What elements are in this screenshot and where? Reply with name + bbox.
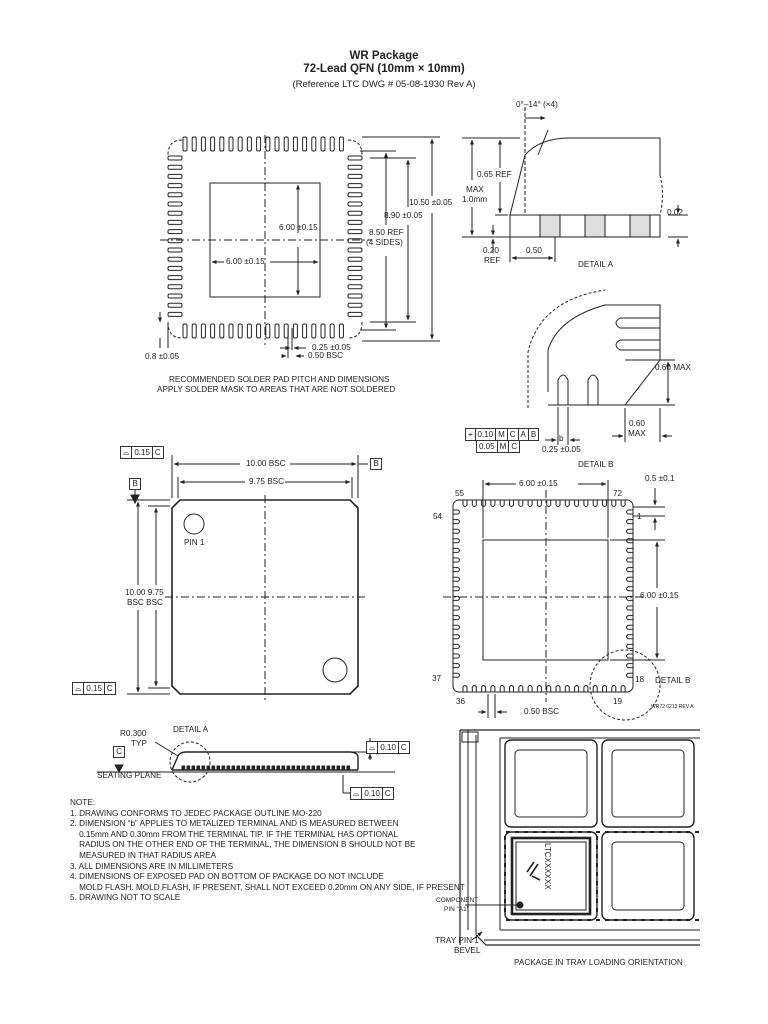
solder-pad [348,266,362,270]
fcf1-value: 0.10 [476,429,497,440]
terminal [627,635,634,639]
datum-a-box: B [129,478,141,490]
bottom-flatness-value: 0.15 [84,683,105,694]
terminal [556,500,560,507]
side-top-value: 0.10 [378,742,399,753]
bv-drawing-code: WR72 0213 REV A [651,704,694,710]
solder-pad [229,324,233,338]
terminal [500,500,504,507]
fcf2-ref-c: C [511,442,518,451]
terminal [593,686,597,693]
detail-a-view [462,107,688,262]
terminal [453,587,460,591]
bv-dim-600-vertical: 6.00 ±0.15 [640,591,679,600]
side-lead [292,766,295,770]
side-lead [272,766,275,770]
terminal [463,686,467,693]
solder-pad [275,137,279,151]
bv-dim-05: 0.5 ±0.1 [645,474,675,483]
terminal [547,500,551,507]
top-flatness-value: 0.15 [132,447,153,458]
terminal [482,500,486,507]
fcf2-modifier: M [498,441,510,452]
solder-pad [238,324,242,338]
terminal [627,596,634,600]
side-lead [347,766,350,770]
top-flatness-ref: C [154,448,161,457]
bottom-view [443,480,665,720]
terminal [528,500,532,507]
side-bottom-value: 0.10 [362,788,383,799]
solder-pad [275,324,279,338]
side-lead [247,766,250,770]
solder-pad [168,276,182,280]
flatness-icon: ⌓ [73,683,84,694]
terminal [627,664,634,668]
solder-pad [348,248,362,252]
note-5: 5. DRAWING NOT TO SCALE [70,893,181,903]
side-lead [202,766,205,770]
dim-1050: 10.50 ±0.05 [409,198,453,207]
terminal [627,654,634,658]
terminal [510,500,514,507]
tray-view [460,730,700,945]
dim-ref-sides: (4 SIDES) [366,238,403,247]
terminal [453,510,460,514]
terminal [453,558,460,562]
bv-pin-1: 1 [637,512,642,521]
solder-pad [168,230,182,234]
solder-pad [168,239,182,243]
dim-vertical-bsc: BSC BSC [127,598,163,607]
terminal [453,520,460,524]
solder-pad [201,324,205,338]
terminal [482,686,486,693]
detail-b-max060: 0.60 MAX [655,363,691,372]
flatness-icon: ⌓ [121,447,132,458]
seating-plane-label: SEATING PLANE [97,771,162,780]
detail-a-ref020: 0.20 [483,246,499,255]
fcf2-value: 0.05 [477,441,498,452]
side-lead [307,766,310,770]
solder-pad [247,324,251,338]
terminal [500,686,504,693]
solder-pad [168,248,182,252]
terminal [453,616,460,620]
solder-pad [348,202,362,206]
solder-pad [211,137,215,151]
terminal [472,500,476,507]
detail-a-max: MAX [466,185,484,194]
fcf1-ref-b: B [530,430,537,439]
terminal [547,686,551,693]
detail-a-caption: DETAIL A [578,260,614,269]
solder-pad [330,324,334,338]
solder-pad [257,324,261,338]
solder-pad [348,312,362,316]
terminal [612,500,616,507]
side-lead [332,766,335,770]
detail-b-b-label: b [559,434,564,443]
page-subtitle: 72-Lead QFN (10mm × 10mm) [303,63,465,75]
terminal [453,635,460,639]
solder-pad [348,257,362,261]
solder-pad [211,324,215,338]
flatness-icon: ⌓ [367,742,378,753]
dim-1000-bsc-horizontal: 10.00 BSC [246,459,286,468]
solder-pad [192,324,196,338]
detail-b-max-label: MAX [628,429,646,438]
chip-marking: LTCXXXXXX [543,843,552,890]
detail-a-angle: 0°–14° (×4) [516,100,558,109]
solder-pad [168,202,182,206]
terminal [453,673,460,677]
terminal [528,686,532,693]
solder-pad [330,137,334,151]
side-lead [227,766,230,770]
terminal [584,686,588,693]
pad-caption-line2: APPLY SOLDER MASK TO AREAS THAT ARE NOT SOLDERED [157,385,396,394]
terminal [627,577,634,581]
position-icon: ⌖ [466,429,476,440]
side-lead [322,766,325,770]
detail-a-ref: REF [484,256,501,265]
side-lead [217,766,220,770]
solder-pad [168,193,182,197]
terminal [621,686,625,693]
component-pin-label: COMPONENT [436,897,479,904]
solder-pad [168,165,182,169]
notes-title: NOTE: [70,798,96,807]
detail-a-dim050: 0.50 [526,246,542,255]
terminal [627,644,634,648]
solder-pad [339,137,343,151]
bv-dim-600-horizontal: 6.00 ±0.15 [519,479,558,488]
terminal [627,539,634,543]
detail-a-ref065: 0.65 REF [477,170,512,179]
side-radius-typ: TYP [131,739,147,748]
terminal [627,587,634,591]
terminal [627,529,634,533]
solder-pad [168,211,182,215]
solder-pad [348,230,362,234]
terminal [556,686,560,693]
terminal [627,673,634,677]
solder-pad [168,257,182,261]
solder-pad [168,303,182,307]
side-lead [257,766,260,770]
terminal [453,529,460,533]
terminal [612,686,616,693]
terminal [453,568,460,572]
terminal [603,686,607,693]
terminal [453,625,460,629]
dim-pad-length: 0.8 ±0.05 [145,352,180,361]
side-lead [282,766,285,770]
side-lead [337,766,340,770]
side-lead [297,766,300,770]
terminal [603,500,607,507]
terminal [453,596,460,600]
solder-pad [348,303,362,307]
solder-pad [266,324,270,338]
solder-pad [303,137,307,151]
solder-pad [168,285,182,289]
terminal [472,686,476,693]
side-lead [252,766,255,770]
solder-pad [168,266,182,270]
solder-pad [321,324,325,338]
note-4a: 4. DIMENSIONS OF EXPOSED PAD ON BOTTOM OF PACKAGE DO NOT INCLUDE [70,872,384,882]
terminal [463,500,467,507]
solder-pad [220,137,224,151]
solder-pad [312,324,316,338]
pad-caption-line1: RECOMMENDED SOLDER PAD PITCH AND DIMENSIONS [169,375,390,384]
side-radius: R0.300 [120,729,147,738]
detail-b-view [528,290,675,445]
solder-pad [348,165,362,169]
solder-pad [348,294,362,298]
flatness-icon: ⌓ [351,788,362,799]
side-lead [267,766,270,770]
note-2d: MEASURED IN THAT RADIUS AREA [70,850,217,860]
bottom-flatness-frame [72,682,116,695]
side-lead [287,766,290,770]
solder-pad [312,137,316,151]
terminal [627,558,634,562]
bv-pin-55: 55 [455,489,465,498]
bv-pin-54: 54 [433,512,443,521]
terminal [453,664,460,668]
side-lead [197,766,200,770]
side-lead [192,766,195,770]
detail-b-max060b: 0.60 [629,419,645,428]
solder-pad [293,324,297,338]
fcf1-modifier: M [496,429,508,440]
solder-pad [348,285,362,289]
side-top-ref: C [400,743,407,752]
notes-block [70,798,465,904]
terminal [453,644,460,648]
solder-pad [348,174,362,178]
terminal [491,686,495,693]
side-bottom-ref: C [384,789,391,798]
solder-pad [220,324,224,338]
solder-pad [168,312,182,316]
side-lead [182,766,185,770]
fcf1-ref-a: A [519,429,529,440]
note-3: 3. ALL DIMENSIONS ARE IN MILLIMETERS [70,861,234,871]
terminal [627,520,634,524]
side-lead [302,766,305,770]
terminal [453,539,460,543]
side-lead [327,766,330,770]
terminal [519,686,523,693]
terminal [584,500,588,507]
solder-pad [168,156,182,160]
terminal [537,686,541,693]
side-lead [237,766,240,770]
datum-b-box: B [370,458,382,470]
terminal [575,686,579,693]
fcf1-ref-c: C [508,429,519,440]
terminal [627,568,634,572]
solder-pad [238,137,242,151]
terminal [627,616,634,620]
side-lead [187,766,190,770]
solder-pad [284,137,288,151]
solder-pad [293,137,297,151]
solder-pad [266,137,270,151]
bv-pin-72: 72 [613,489,623,498]
bv-pin-36: 36 [456,697,466,706]
side-lead [232,766,235,770]
side-flatness-top [366,741,410,754]
solder-pad [348,239,362,243]
note-2c: RADIUS ON THE OTHER END OF THE TERMINAL, THE DIMENSION B SHOULD NOT BE [70,840,416,850]
terminal [627,548,634,552]
side-lead [222,766,225,770]
component-pin-a1: PIN “A1” [444,906,469,913]
terminal [510,686,514,693]
bv-detail-b-callout: DETAIL B [655,676,691,685]
side-lead [212,766,215,770]
solder-pad [348,156,362,160]
detail-a-max-value: 1.0mm [462,195,488,204]
note-1: 1. DRAWING CONFORMS TO JEDEC PACKAGE OUTLINE MO-220 [70,808,322,818]
note-2a: 2. DIMENSION “b” APPLIES TO METALIZED TERMINAL AND IS MEASURED BETWEEN [70,819,399,829]
note-2b: 0.15mm AND 0.30mm FROM THE TERMINAL TIP. IF THE TERMINAL HAS OPTIONAL [70,829,398,839]
detail-b-fcf-position-2 [476,440,520,453]
bv-pin-18: 18 [635,675,645,684]
terminal [453,577,460,581]
datum-c-box: C [113,746,125,758]
reference-drawing: (Reference LTC DWG # 05-08-1930 Rev A) [292,79,476,90]
terminal [453,654,460,658]
terminal [627,625,634,629]
terminal [627,510,634,514]
dim-vertical-values: 10.00 9.75 [125,588,164,597]
solder-pad [229,137,233,151]
bv-pin-37: 37 [432,674,442,683]
detail-b-caption: DETAIL B [578,460,614,469]
solder-pad [183,137,187,151]
side-lead [317,766,320,770]
bv-pin-19: 19 [613,697,623,706]
solder-pad [348,211,362,215]
pin1-label: PIN 1 [184,538,205,547]
dim-890: 8.90 ±0.05 [384,211,423,220]
solder-pad [247,137,251,151]
note-4b: MOLD FLASH. MOLD FLASH, IF PRESENT, SHALL NOT EXCEED 0.20mm ON ANY SIDE, IF PRESENT [70,882,465,892]
solder-pad [348,193,362,197]
solder-pad [339,324,343,338]
top-view [127,455,368,700]
terminal [593,500,597,507]
solder-pad [192,137,196,151]
dim-inner-pad-vertical: 6.00 ±0.15 [279,223,318,232]
terminal [491,500,495,507]
page-title: WR Package [349,50,419,62]
solder-pad [303,324,307,338]
detail-b-dim-b: 0.25 ±0.05 [542,445,581,454]
bottom-flatness-ref: C [106,684,113,693]
solder-pad [168,294,182,298]
terminal [453,606,460,610]
side-lead [342,766,345,770]
terminal [621,500,625,507]
detail-a-dim002: 0.02 [667,208,683,217]
tray-bevel-label: TRAY PIN 1 [435,936,479,945]
terminal [565,500,569,507]
terminal [537,500,541,507]
solder-pad [348,276,362,280]
solder-pad [168,220,182,224]
terminal [565,686,569,693]
side-lead [262,766,265,770]
side-lead [277,766,280,770]
dim-inner-pad-horizontal: 6.00 ±0.15 [226,257,265,266]
dim-pad-width: 0.25 ±0.05 [312,343,351,352]
solder-pad [183,324,187,338]
terminal [575,500,579,507]
tray-caption: PACKAGE IN TRAY LOADING ORIENTATION [514,958,683,967]
solder-pad [348,184,362,188]
tray-bevel: BEVEL [454,946,481,955]
solder-pad [348,220,362,224]
top-flatness-frame [120,446,164,459]
solder-pad [321,137,325,151]
dim-975-bsc-horizontal: 9.75 BSC [249,477,285,486]
terminal [627,606,634,610]
side-lead [312,766,315,770]
solder-pad [168,184,182,188]
terminal [453,548,460,552]
dim-pad-pitch: 0.50 BSC [308,351,344,360]
solder-pad [257,137,261,151]
bv-pitch: 0.50 BSC [524,707,560,716]
solder-pad [201,137,205,151]
solder-pad [168,174,182,178]
dim-ref-850: 8.50 REF [369,228,404,237]
side-lead [242,766,245,770]
side-detail-a-callout: DETAIL A [173,725,209,734]
terminal [519,500,523,507]
